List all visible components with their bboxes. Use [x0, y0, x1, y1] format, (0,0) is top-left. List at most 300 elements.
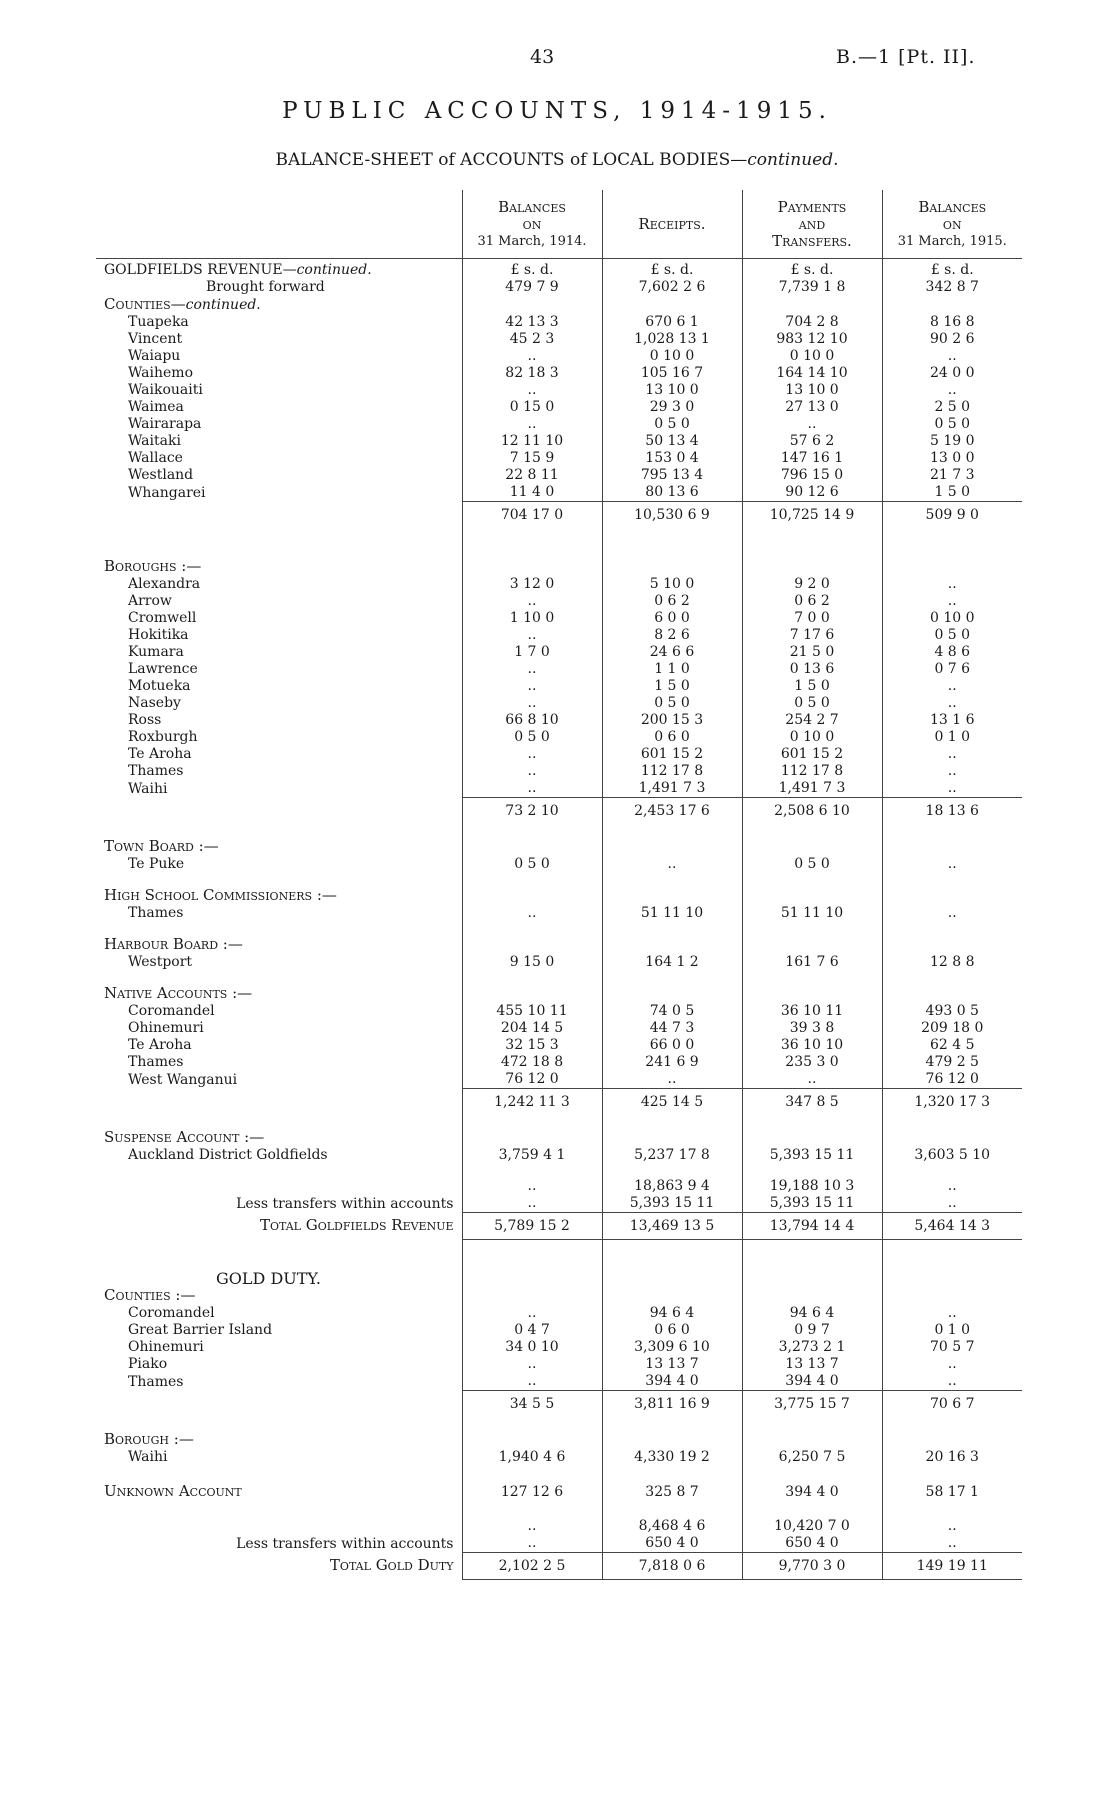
row-label-text: Waihi — [128, 780, 168, 797]
empty-cell — [882, 296, 1022, 314]
row-label-text: Auckland District Goldfields — [128, 1147, 328, 1163]
amount-cell: 80 13 6 — [602, 484, 742, 502]
col3-line1: Payments — [777, 197, 847, 216]
empty-cell — [742, 887, 882, 905]
amount-cell: .. — [882, 1305, 1022, 1322]
balance-sheet-table — [96, 190, 1022, 1580]
amount-cell: 394 4 0 — [602, 1373, 742, 1391]
amount-cell: 455 10 11 — [462, 1003, 602, 1020]
row-label — [96, 331, 462, 348]
amount-cell: 112 17 8 — [602, 763, 742, 780]
amount-cell: 6,250 7 5 — [742, 1449, 882, 1466]
row-label — [96, 593, 462, 610]
amount-cell: 164 1 2 — [602, 954, 742, 971]
spacer-cell — [462, 1115, 602, 1129]
empty-cell — [882, 558, 1022, 576]
ledger-row — [96, 1339, 1022, 1356]
group-heading-row — [96, 296, 1022, 314]
empty-cell — [462, 887, 602, 905]
row-label — [96, 450, 462, 467]
amount-cell: .. — [462, 1356, 602, 1373]
spacer-cell — [462, 873, 602, 887]
amount-cell: 0 13 6 — [742, 661, 882, 678]
amount-cell: 9 2 0 — [742, 576, 882, 593]
amount-cell: 0 5 0 — [742, 695, 882, 712]
amount: .. — [947, 1518, 957, 1534]
amount-cell: 161 7 6 — [742, 954, 882, 971]
ledger-row — [96, 1322, 1022, 1339]
group-heading-row — [96, 887, 1022, 905]
amount-cell: 325 8 7 — [602, 1480, 742, 1504]
row-label-text: Westland — [128, 467, 194, 483]
amount-cell: 3 12 0 — [462, 576, 602, 593]
spacer-cell — [882, 1466, 1022, 1480]
row-label — [96, 954, 462, 971]
amount-cell: 0 10 0 — [882, 610, 1022, 627]
amount-cell: 5 19 0 — [882, 433, 1022, 450]
amount-cell: 51 11 10 — [742, 905, 882, 922]
empty-cell — [462, 1129, 602, 1147]
transfers-label — [96, 1518, 462, 1553]
row-label-text: Thames — [128, 1054, 184, 1070]
spacer-row — [96, 1504, 1022, 1518]
spacer-label — [96, 1504, 462, 1518]
spacer-label — [96, 1164, 462, 1178]
spacer-row — [96, 873, 1022, 887]
amount-cell: 5,464 14 3 — [882, 1213, 1022, 1240]
amount-cell: 13 13 7 — [602, 1356, 742, 1373]
amount-cell: .. — [462, 416, 602, 433]
amount-cell: 9,770 3 0 — [742, 1553, 882, 1580]
amount-cell: 3,309 6 10 — [602, 1339, 742, 1356]
amount-cell: 13,469 13 5 — [602, 1213, 742, 1240]
amount-cell: 7,818 0 6 — [602, 1553, 742, 1580]
amount-cell: 57 6 2 — [742, 433, 882, 450]
amount-cell: 983 12 10 — [742, 331, 882, 348]
amount-cell: 74 0 5 — [602, 1003, 742, 1020]
amount-cell: 0 5 0 — [462, 856, 602, 873]
amount-cell: 11 4 0 — [462, 484, 602, 502]
transfers-values — [742, 1518, 882, 1553]
empty-cell — [742, 1270, 882, 1287]
spacer-label — [96, 873, 462, 887]
amount-cell: 5,789 15 2 — [462, 1213, 602, 1240]
amount-cell: .. — [882, 905, 1022, 922]
group-heading-row — [96, 936, 1022, 954]
amount-cell: 32 15 3 — [462, 1037, 602, 1054]
amount-cell: 4 8 6 — [882, 644, 1022, 661]
row-label-text: Total Gold Duty — [329, 1556, 454, 1574]
ledger-row — [96, 314, 1022, 331]
row-label — [96, 1020, 462, 1037]
transfers-values — [602, 1178, 742, 1213]
spacer-label — [96, 1466, 462, 1480]
amount-cell: 27 13 0 — [742, 399, 882, 416]
amount-cell: 149 19 11 — [882, 1553, 1022, 1580]
amount-cell: 24 0 0 — [882, 365, 1022, 382]
spacer-label — [96, 528, 462, 558]
spacer-cell — [602, 824, 742, 838]
amount-cell: 12 11 10 — [462, 433, 602, 450]
ledger-row — [96, 746, 1022, 763]
empty-cell — [742, 838, 882, 856]
spacer-cell — [462, 824, 602, 838]
amount-cell: 29 3 0 — [602, 399, 742, 416]
ledger-row — [96, 399, 1022, 416]
amount-cell: .. — [882, 746, 1022, 763]
spacer-cell — [462, 1240, 602, 1271]
spacer-cell — [742, 1164, 882, 1178]
amount-cell: 127 12 6 — [462, 1480, 602, 1504]
col1-line1: Balances — [498, 197, 566, 216]
amount-cell: 5,237 17 8 — [602, 1147, 742, 1164]
group-heading-text: Suspense Account :— — [104, 1129, 265, 1146]
empty-cell — [602, 1129, 742, 1147]
row-label — [96, 644, 462, 661]
row-label — [96, 856, 462, 873]
group-heading-row — [96, 558, 1022, 576]
empty-cell — [462, 558, 602, 576]
amount-cell: 34 5 5 — [462, 1391, 602, 1418]
row-label — [96, 1147, 462, 1164]
empty-cell — [882, 1431, 1022, 1449]
row-label — [96, 1356, 462, 1373]
amount-cell: 601 15 2 — [602, 746, 742, 763]
group-heading — [96, 887, 462, 905]
row-label — [96, 1213, 462, 1240]
ledger-row — [96, 416, 1022, 433]
amount-cell: 472 18 8 — [462, 1054, 602, 1071]
row-label-text: Tuapeka — [128, 314, 189, 330]
group-heading-row — [96, 1129, 1022, 1147]
ledger-row — [96, 1480, 1022, 1504]
amount: .. — [947, 1195, 957, 1211]
amount-cell: 342 8 7 — [882, 279, 1022, 296]
transfers-label-text: Less transfers within accounts — [236, 1195, 454, 1212]
amount: 8,468 4 6 — [638, 1518, 706, 1534]
amount-cell: 394 4 0 — [742, 1373, 882, 1391]
amount-cell: 6 0 0 — [602, 610, 742, 627]
spacer-cell — [742, 1115, 882, 1129]
spacer-cell — [602, 528, 742, 558]
amount-cell: 90 12 6 — [742, 484, 882, 502]
group-heading-row — [96, 1287, 1022, 1305]
amount: .. — [527, 1178, 537, 1194]
amount-cell: 105 16 7 — [602, 365, 742, 382]
row-label — [96, 1373, 462, 1391]
spacer-cell — [882, 1417, 1022, 1431]
row-label-text: Cromwell — [128, 610, 197, 626]
document-reference: B.—1 [Pt. II]. — [836, 46, 976, 68]
amount-cell: 2,508 6 10 — [742, 798, 882, 825]
ledger-row — [96, 1356, 1022, 1373]
group-heading — [96, 838, 462, 856]
row-label — [96, 348, 462, 365]
row-label — [96, 1449, 462, 1466]
row-label-text: Ohinemuri — [128, 1339, 204, 1355]
row-label — [96, 1391, 462, 1418]
amount-cell: .. — [742, 1071, 882, 1089]
row-label-text: Ross — [128, 712, 162, 728]
amount-cell: .. — [462, 905, 602, 922]
spacer-row — [96, 922, 1022, 936]
row-label — [96, 712, 462, 729]
amount-cell: 5,393 15 11 — [742, 1147, 882, 1164]
ledger-row — [96, 763, 1022, 780]
row-label-text: Coromandel — [128, 1305, 215, 1321]
row-label-text: Te Puke — [128, 856, 185, 872]
ledger-row — [96, 1071, 1022, 1089]
amount-cell: 0 5 0 — [882, 627, 1022, 644]
spacer-cell — [742, 922, 882, 936]
amount-cell: 9 15 0 — [462, 954, 602, 971]
amount-cell: .. — [462, 627, 602, 644]
ledger-row — [96, 661, 1022, 678]
row-label-text: Brought forward — [206, 279, 325, 295]
amount-cell: 200 15 3 — [602, 712, 742, 729]
amount-cell: .. — [462, 1305, 602, 1322]
amount-cell: 1,940 4 6 — [462, 1449, 602, 1466]
amount-cell: 1,491 7 3 — [602, 780, 742, 798]
amount: 650 4 0 — [645, 1535, 699, 1551]
subtotal-row — [96, 502, 1022, 529]
amount-cell: 493 0 5 — [882, 1003, 1022, 1020]
amount-cell: 51 11 10 — [602, 905, 742, 922]
amount: .. — [947, 1178, 957, 1194]
amount-cell: 58 17 1 — [882, 1480, 1022, 1504]
amount-cell: 795 13 4 — [602, 467, 742, 484]
row-label — [96, 905, 462, 922]
spacer-row — [96, 1115, 1022, 1129]
empty-cell — [462, 838, 602, 856]
amount-cell: 1 5 0 — [882, 484, 1022, 502]
amount-cell: 0 5 0 — [602, 695, 742, 712]
row-label — [96, 678, 462, 695]
ledger-row — [96, 593, 1022, 610]
amount-cell: .. — [462, 695, 602, 712]
row-label — [96, 746, 462, 763]
amount-cell: 36 10 11 — [742, 1003, 882, 1020]
ledger-row — [96, 348, 1022, 365]
amount-cell: 670 6 1 — [602, 314, 742, 331]
amount-cell: 1,242 11 3 — [462, 1089, 602, 1116]
transfers-label — [96, 1178, 462, 1213]
ledger-row — [96, 1373, 1022, 1391]
row-label — [96, 1037, 462, 1054]
group-heading-text: Native Accounts :— — [104, 985, 253, 1002]
empty-cell — [602, 936, 742, 954]
amount-cell: 704 17 0 — [462, 502, 602, 529]
amount: .. — [947, 1535, 957, 1551]
row-label — [96, 365, 462, 382]
row-label — [96, 433, 462, 450]
amount-cell: 0 4 7 — [462, 1322, 602, 1339]
row-label-text: Te Aroha — [128, 746, 192, 762]
spacer-cell — [602, 1466, 742, 1480]
amount: .. — [527, 1518, 537, 1534]
amount-cell: .. — [882, 856, 1022, 873]
spacer-label — [96, 971, 462, 985]
row-label — [96, 1305, 462, 1322]
section-heading-continued: continued. — [296, 262, 372, 278]
amount-cell: 0 6 2 — [602, 593, 742, 610]
amount-cell: 2,453 17 6 — [602, 798, 742, 825]
group-heading-text: Borough :— — [104, 1431, 194, 1448]
amount-cell: 66 0 0 — [602, 1037, 742, 1054]
col3-line2: and — [798, 214, 826, 233]
amount-cell: 0 1 0 — [882, 729, 1022, 746]
ledger-row — [96, 729, 1022, 746]
row-label — [96, 1089, 462, 1116]
currency-units: £ s. d. — [742, 259, 882, 280]
col2-line1: Receipts. — [638, 214, 706, 233]
spacer-cell — [742, 1240, 882, 1271]
amount-cell: .. — [882, 780, 1022, 798]
spacer-cell — [882, 1240, 1022, 1271]
ledger-row — [96, 450, 1022, 467]
amount-cell: 50 13 4 — [602, 433, 742, 450]
amount: 18,863 9 4 — [634, 1178, 710, 1194]
amount-cell: 7,602 2 6 — [602, 279, 742, 296]
amount-cell: 10,530 6 9 — [602, 502, 742, 529]
row-label-text: Ohinemuri — [128, 1020, 204, 1036]
spacer-cell — [602, 1417, 742, 1431]
empty-cell — [882, 887, 1022, 905]
transfers-values — [742, 1178, 882, 1213]
row-label — [96, 1480, 462, 1504]
amount: 650 4 0 — [785, 1535, 839, 1551]
group-heading-text: Harbour Board :— — [104, 936, 243, 953]
amount-cell: .. — [882, 576, 1022, 593]
amount-cell: 21 5 0 — [742, 644, 882, 661]
group-heading-continued: continued. — [185, 297, 261, 313]
amount-cell: 235 3 0 — [742, 1054, 882, 1071]
spacer-cell — [882, 824, 1022, 838]
group-heading-text: Town Board :— — [104, 838, 219, 855]
amount-cell: 45 2 3 — [462, 331, 602, 348]
amount-cell: 1,028 13 1 — [602, 331, 742, 348]
subtotal-row — [96, 1391, 1022, 1418]
amount-cell: .. — [602, 856, 742, 873]
spacer-row — [96, 1466, 1022, 1480]
ledger-row — [96, 780, 1022, 798]
page-number: 43 — [530, 46, 555, 68]
amount: .. — [527, 1195, 537, 1211]
amount-cell: .. — [882, 1373, 1022, 1391]
amount-cell: .. — [462, 593, 602, 610]
row-label — [96, 314, 462, 331]
amount-cell: 3,603 5 10 — [882, 1147, 1022, 1164]
empty-cell — [462, 985, 602, 1003]
spacer-cell — [462, 1417, 602, 1431]
amount-cell: 0 5 0 — [742, 856, 882, 873]
spacer-cell — [742, 873, 882, 887]
ledger-row — [96, 1020, 1022, 1037]
spacer-row — [96, 971, 1022, 985]
amount-cell: 204 14 5 — [462, 1020, 602, 1037]
amount-cell: 0 10 0 — [742, 729, 882, 746]
spacer-cell — [602, 1115, 742, 1129]
currency-units: £ s. d. — [602, 259, 742, 280]
amount-cell: 20 16 3 — [882, 1449, 1022, 1466]
amount-cell: 5 10 0 — [602, 576, 742, 593]
ledger-row — [96, 856, 1022, 873]
amount-cell: 1 5 0 — [602, 678, 742, 695]
transfers-values — [462, 1178, 602, 1213]
amount-cell: 10,725 14 9 — [742, 502, 882, 529]
spacer-cell — [602, 971, 742, 985]
row-label — [96, 1553, 462, 1580]
group-heading-text: High School Commissioners :— — [104, 887, 337, 904]
spacer-cell — [742, 1504, 882, 1518]
ledger-row — [96, 382, 1022, 399]
row-label — [96, 695, 462, 712]
transfers-row — [96, 1518, 1022, 1553]
spacer-label — [96, 824, 462, 838]
spacer-cell — [882, 528, 1022, 558]
amount-cell: 0 6 2 — [742, 593, 882, 610]
amount-cell: 13 13 7 — [742, 1356, 882, 1373]
empty-cell — [882, 1287, 1022, 1305]
spacer-cell — [462, 922, 602, 936]
amount-cell: 94 6 4 — [602, 1305, 742, 1322]
amount: 10,420 7 0 — [774, 1518, 850, 1534]
amount-cell: 22 8 11 — [462, 467, 602, 484]
amount-cell: .. — [882, 593, 1022, 610]
amount-cell: 44 7 3 — [602, 1020, 742, 1037]
amount-cell: 3,273 2 1 — [742, 1339, 882, 1356]
spacer-cell — [462, 971, 602, 985]
spacer-row — [96, 824, 1022, 838]
ledger-row — [96, 695, 1022, 712]
spacer-cell — [742, 824, 882, 838]
spacer-cell — [742, 1417, 882, 1431]
label-column-header — [96, 190, 462, 259]
row-label-text: Westport — [128, 954, 193, 970]
empty-cell — [882, 936, 1022, 954]
empty-cell — [742, 936, 882, 954]
row-label-text: Motueka — [128, 678, 191, 694]
section-heading-text: GOLDFIELDS REVENUE— — [104, 262, 297, 278]
spacer-cell — [882, 873, 1022, 887]
empty-cell — [882, 1270, 1022, 1287]
amount-cell: .. — [462, 1373, 602, 1391]
row-label-text: Naseby — [128, 695, 181, 711]
empty-cell — [882, 985, 1022, 1003]
ledger-row — [96, 905, 1022, 922]
amount: 19,188 10 3 — [769, 1178, 855, 1194]
spacer-cell — [882, 1504, 1022, 1518]
amount-cell: .. — [882, 382, 1022, 399]
group-heading — [96, 1129, 462, 1147]
row-label-text: Thames — [128, 905, 184, 921]
col4-line3: 31 March, 1915. — [897, 233, 1007, 249]
row-label — [96, 279, 462, 296]
amount-cell: 112 17 8 — [742, 763, 882, 780]
currency-units: £ s. d. — [882, 259, 1022, 280]
column-header-row — [96, 190, 1022, 259]
empty-cell — [742, 1129, 882, 1147]
spacer-cell — [882, 1115, 1022, 1129]
row-label-text: Hokitika — [128, 627, 189, 643]
amount-cell: .. — [882, 695, 1022, 712]
amount-cell: 0 5 0 — [602, 416, 742, 433]
transfers-label-text: Less transfers within accounts — [236, 1535, 454, 1552]
spacer-cell — [462, 528, 602, 558]
spacer-cell — [602, 873, 742, 887]
col-header-balances-1914 — [462, 190, 602, 259]
row-label-text: West Wanganui — [128, 1071, 238, 1088]
